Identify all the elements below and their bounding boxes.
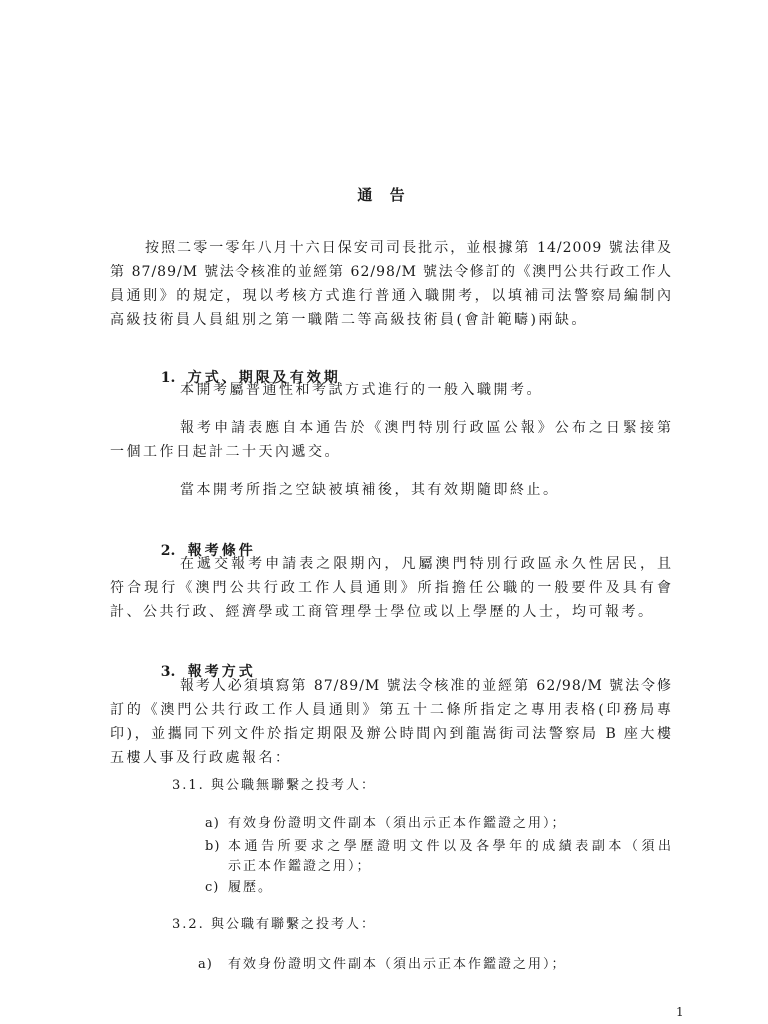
list-item [205, 837, 672, 877]
section-2-paragraph-1 [110, 552, 672, 624]
intro-paragraph [110, 236, 672, 332]
section-number: 1. [160, 370, 176, 386]
paragraph-line: 一個工作日起計二十天內遞交。 [110, 444, 341, 460]
section-1-paragraph-3 [110, 478, 672, 502]
list-item-line: 有效身份證明文件副本（須出示正本作鑑證之用）； [228, 816, 567, 831]
list-marker: c) [205, 880, 220, 895]
paragraph-line: 五樓人事及行政處報名： [110, 750, 292, 766]
paragraph-line: 訂的《澳門公共行政工作人員通則》第五十二條所指定之專用表格(印務局專 [110, 702, 672, 718]
list-item [198, 955, 672, 975]
list-item [205, 814, 672, 834]
list-item [205, 878, 672, 898]
list-marker: a) [198, 957, 213, 972]
paragraph-line: 印)，並攜同下列文件於指定期限及辦公時間內到龍嵩街司法警察局 B 座大樓 [110, 726, 672, 742]
subsection-heading-3-2: 3.2. 與公職有聯繫之投考人： [172, 917, 376, 932]
list-item-text [228, 878, 672, 898]
paragraph-line: 符合現行《澳門公共行政工作人員通則》所指擔任公職的一般要件及具有會 [110, 580, 672, 596]
section-number: 3. [160, 664, 176, 680]
section-1-paragraph-2 [110, 416, 672, 464]
section-3-paragraph-1 [110, 674, 672, 770]
section-number: 2. [160, 543, 176, 559]
list-marker: a) [205, 816, 220, 831]
paragraph-line: 第 87/89/M 號法令核准的並經第 62/98/M 號法令修訂的《澳門公共行政工作人 [110, 264, 672, 280]
list-item-line: 有效身份證明文件副本（須出示正本作鑑證之用）； [228, 957, 567, 972]
section-1-paragraph-1 [110, 378, 672, 402]
paragraph-line: 報考申請表應自本通告於《澳門特別行政區公報》公布之日緊接第 [180, 420, 672, 436]
paragraph-line: 報考人必須填寫第 87/89/M 號法令核准的並經第 62/98/M 號法令修 [180, 678, 672, 694]
list-item-text [228, 955, 672, 975]
paragraph-line: 按照二零一零年八月十六日保安司司長批示，並根據第 14/2009 號法律及 [145, 240, 672, 256]
list-item-line: 履歷。 [228, 880, 274, 895]
section-title: 方式、期限及有效期 [187, 370, 341, 386]
section-title: 報考方式 [187, 664, 256, 680]
paragraph-line: 員通則》的規定，現以考核方式進行普通入職開考，以填補司法警察局編制內 [110, 288, 672, 304]
subsection-heading-3-1: 3.1. 與公職無聯繫之投考人： [172, 778, 376, 793]
paragraph-line: 計、公共行政、經濟學或工商管理學士學位或以上學歷的人士，均可報考。 [110, 604, 655, 620]
paragraph-line: 高級技術員人員組別之第一職階二等高級技術員(會計範疇)兩缺。 [110, 312, 588, 328]
paragraph-line: 在遞交報考申請表之限期內，凡屬澳門特別行政區永久性居民，且 [180, 556, 672, 572]
paragraph-line: 本開考屬普通性和考試方式進行的一般入職開考。 [180, 382, 543, 398]
list-marker: b) [205, 839, 221, 854]
list-item-line: 本通告所要求之學歷證明文件以及各學年的成績表副本（須出 [228, 839, 672, 854]
paragraph-line: 當本開考所指之空缺被填補後，其有效期隨即終止。 [180, 482, 560, 498]
list-item-text [228, 837, 672, 877]
list-item-line: 示正本作鑑證之用）； [228, 859, 372, 874]
list-item-text [228, 814, 672, 834]
notice-title: 通 告 [357, 186, 411, 204]
section-title: 報考條件 [187, 543, 256, 559]
page-number: 1 [676, 1005, 684, 1019]
